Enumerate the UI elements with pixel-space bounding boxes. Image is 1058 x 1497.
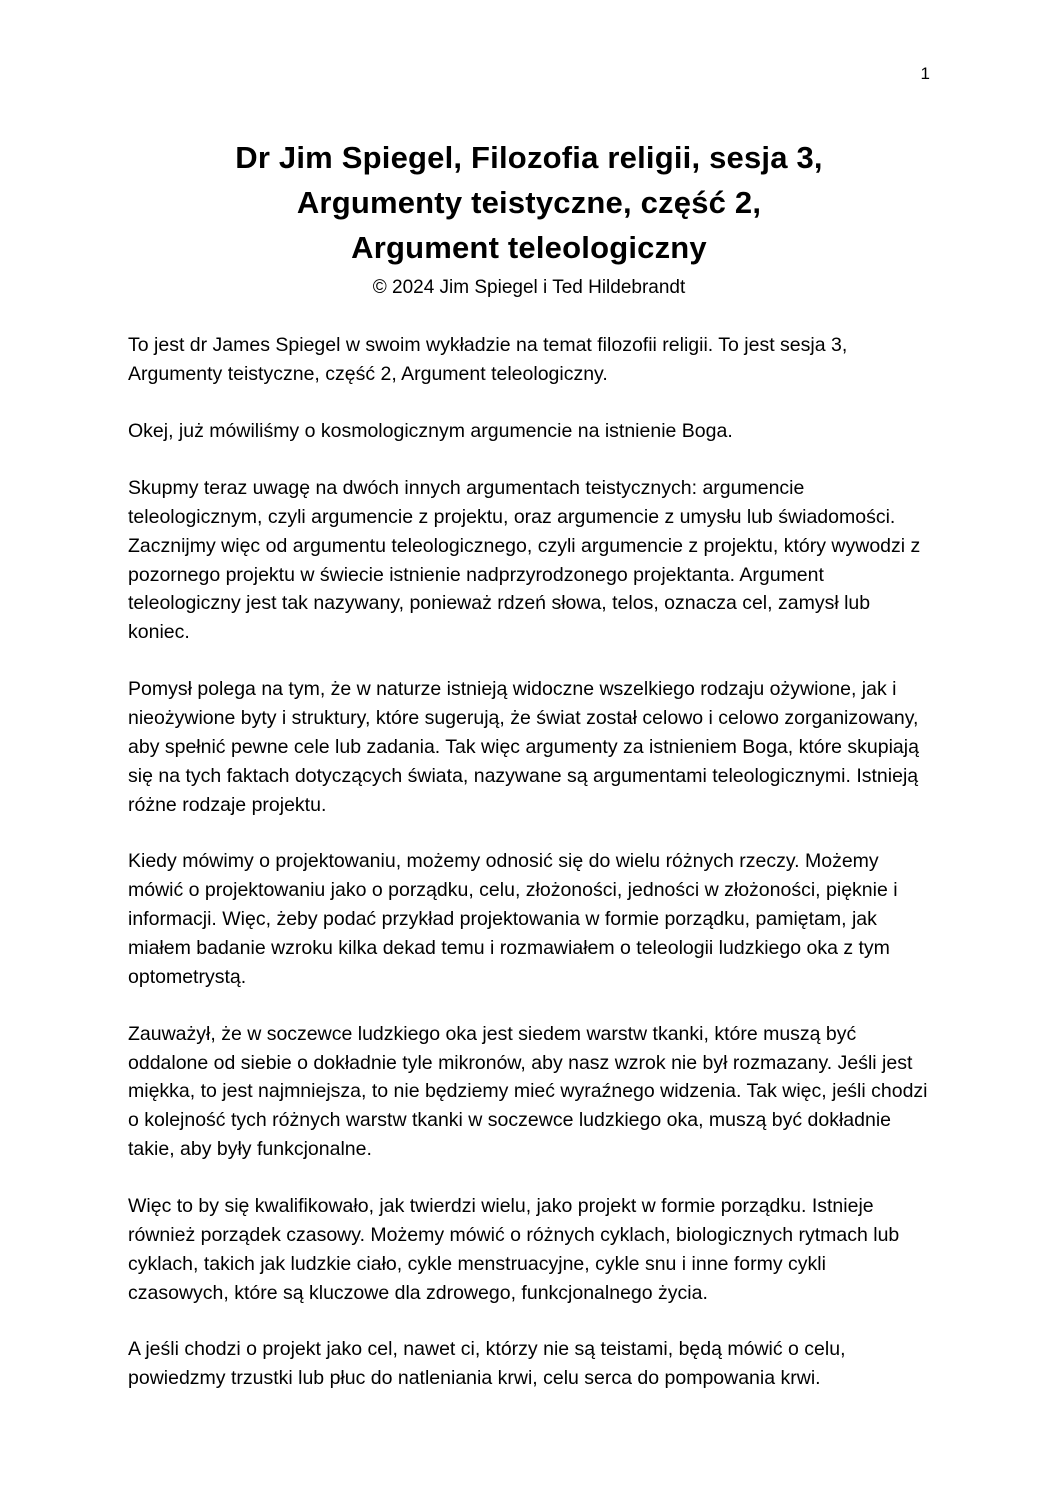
title-line-1: Dr Jim Spiegel, Filozofia religii, sesja 3, [235, 140, 823, 175]
title-line-2: Argumenty teistyczne, część 2, [296, 184, 762, 220]
paragraph: Pomysł polega na tym, że w naturze istnieją widoczne wszelkiego rodzaju ożywione, jak i nieożywione byty i struktury, które sugerują, że świat został celowo i celowo zorganizowany, aby spełnić pewne cele lub zadania. Tak więc argumenty za istnieniem Boga, które skupiają się na tych faktach dotyczących świata, nazywane są argumentami teleologicznymi. Istnieją różne rodzaje projektu. [128, 678, 919, 816]
copyright-line: © 2024 Jim Spiegel i Ted Hildebrandt [372, 276, 686, 298]
paragraph: Okej, już mówiliśmy o kosmologicznym argumencie na istnienie Boga. [128, 420, 733, 443]
paragraph: Kiedy mówimy o projektowaniu, możemy odnosić się do wielu różnych rzeczy. Możemy mówić o projektowaniu jako o porządku, celu, złożoności, jedności w złożoności, pięknie i informacji. Więc, żeby podać przykład projektowania w formie porządku, pamiętam, jak miałem badanie wzroku kilka dekad temu i rozmawiałem o teleologii ludzkiego oka z tym optometrystą. [128, 850, 898, 988]
document-body [128, 331, 930, 1393]
title-line-3: Argument teleologiczny [351, 229, 707, 265]
paragraph: Zauważył, że w soczewce ludzkiego oka jest siedem warstw tkanki, które muszą być oddalone od siebie o dokładnie tyle mikronów, aby nasz wzrok nie był rozmazany. Jeśli jest miękka, to jest najmniejsza, to nie będziemy mieć wyraźnego widzenia. Tak więc, jeśli chodzi o kolejność tych różnych warstw tkanki w soczewce ludzkiego oka, muszą być dokładnie takie, aby były funkcjonalne. [128, 1022, 928, 1161]
paragraph: Skupmy teraz uwagę na dwóch innych argumentach teistycznych: argumencie teleologicznym, czyli argumencie z projektu, oraz argumencie z umysłu lub świadomości. Zacznijmy więc od argumentu teleologicznego, czyli argumencie z projektu, który wywodzi z pozornego projektu w świecie istnienie nadprzyrodzonego projektanta. Argument teleologiczny jest tak nazywany, ponieważ rdzeń słowa, telos, oznacza cel, zamysł lub koniec. [128, 476, 921, 644]
paragraph: To jest dr James Spiegel w swoim wykładzie na temat filozofii religii. To jest sesja 3, Argumenty teistyczne, część 2, Argument teleologiczny. [128, 334, 848, 386]
page-number: 1 [920, 64, 930, 83]
paragraph: Więc to by się kwalifikowało, jak twierdzi wielu, jako projekt w formie porządku. Istnieje również porządek czasowy. Możemy mówić o różnych cyklach, biologicznych rytmach lub cyklach, takich jak ludzkie ciało, cykle menstruacyjne, cykle snu i inne formy cykli czasowych, które są kluczowe dla zdrowego, funkcjonalnego życia. [128, 1195, 900, 1304]
paragraph: A jeśli chodzi o projekt jako cel, nawet ci, którzy nie są teistami, będą mówić o celu, powiedzmy trzustki lub płuc do natleniania krwi, celu serca do pompowania krwi. [128, 1338, 846, 1390]
document-title [120, 136, 938, 271]
